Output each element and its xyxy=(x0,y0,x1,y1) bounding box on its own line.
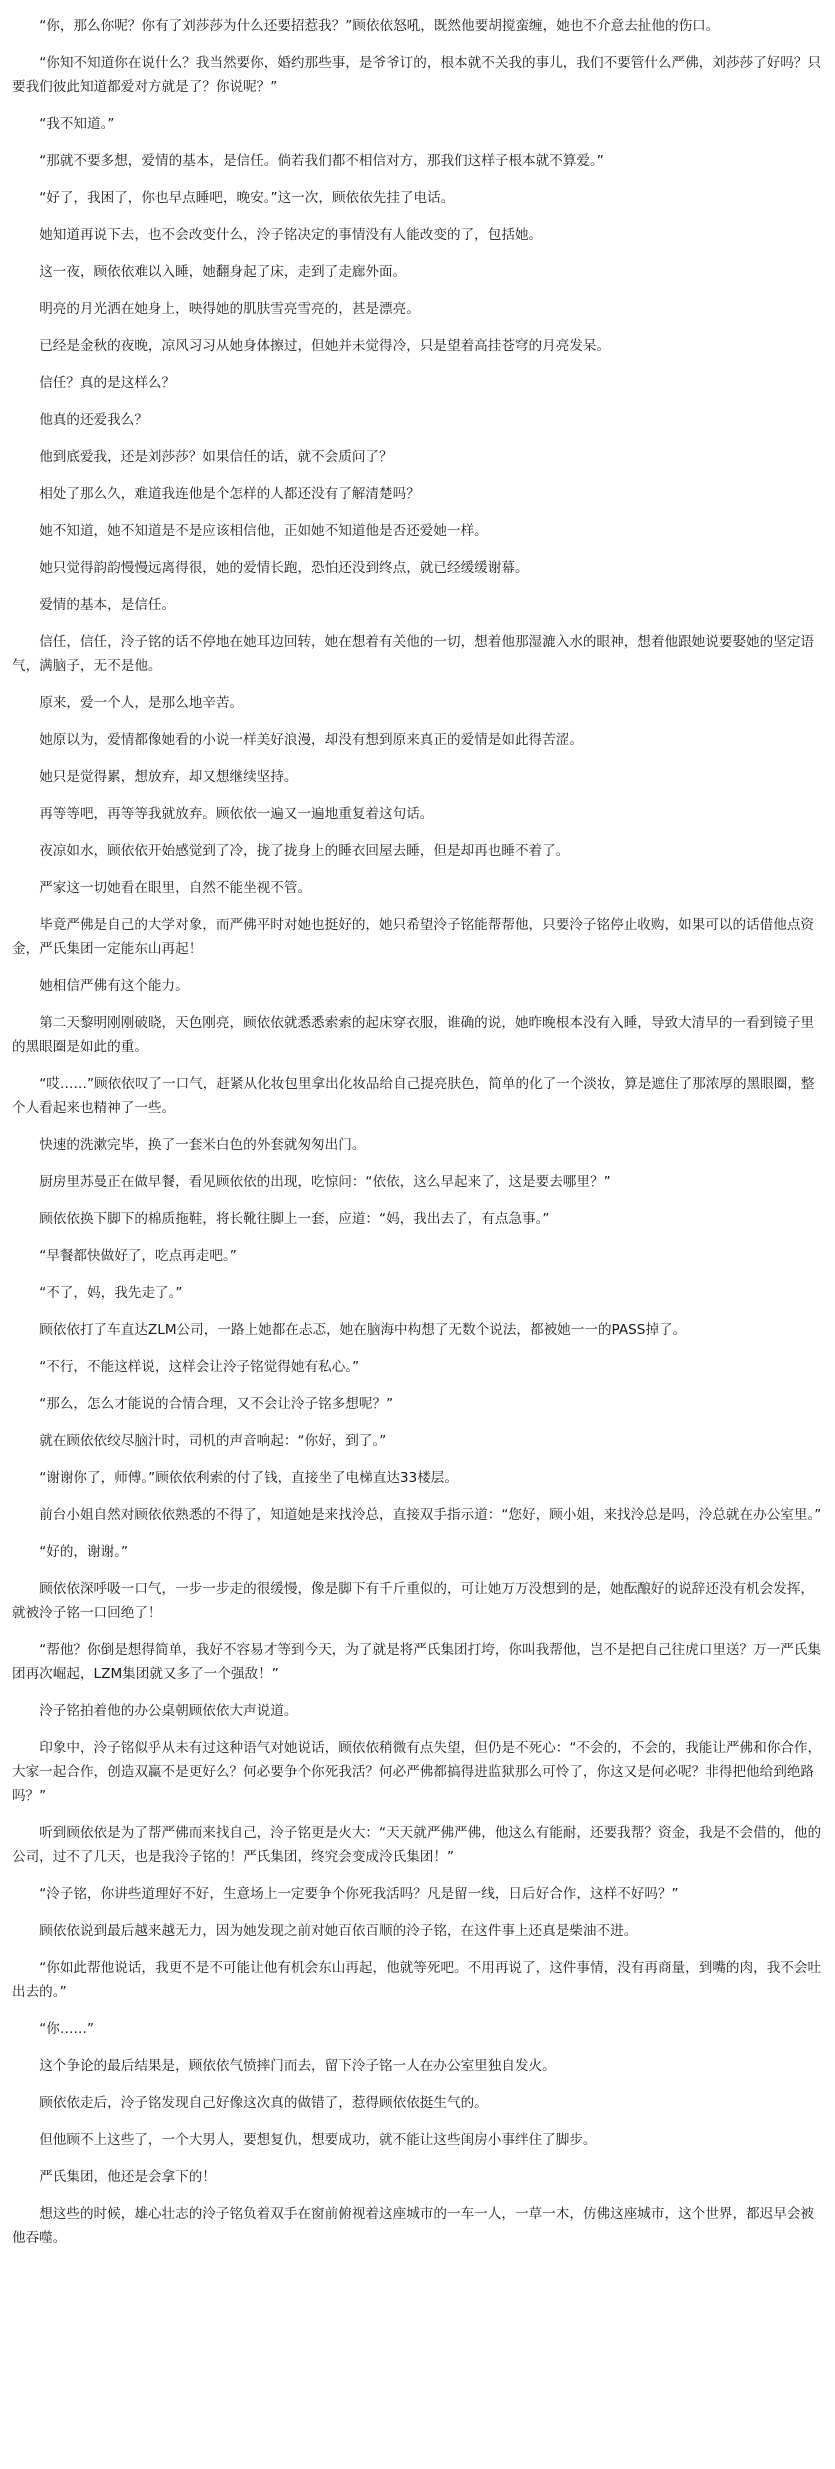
paragraph: 就在顾依依绞尽脑汁时，司机的声音响起：“你好，到了。” xyxy=(39,1433,387,1449)
paragraph: 她不知道，她不知道是不是应该相信他，正如她不知道他是否还爱她一样。 xyxy=(39,523,488,539)
paragraph: “那就不要多想，爱情的基本，是信任。倘若我们都不相信对方，那我们这样子根本就不算爱。” xyxy=(39,153,604,169)
paragraph: “哎……”顾依依叹了一口气，赶紧从化妆包里拿出化妆品给自己提亮肤色，简单的化了一个淡妆，算是遮住了那浓厚的黑眼圈，整个人看起来也精神了一些。 xyxy=(12,1076,815,1116)
paragraph: 这一夜，顾依依难以入睡，她翻身起了床，走到了走廊外面。 xyxy=(39,264,407,280)
paragraph: 听到顾依依是为了帮严佛而来找自己，泠子铭更是火大：“天天就严佛严佛，他这么有能耐，还要我帮？资金，我是不会借的，他的公司，过不了几天，也是我泠子铭的！严氏集团，终究会变成泠氏集团！” xyxy=(12,1825,822,1865)
paragraph: 她只觉得韵韵慢慢远离得很，她的爱情长跑，恐怕还没到终点，就已经缓缓谢幕。 xyxy=(39,560,529,576)
paragraph: “帮他？你倒是想得简单，我好不容易才等到今天，为了就是将严氏集团打垮，你叫我帮他，岂不是把自己往虎口里送？万一严氏集团再次崛起，LZM集团就又多了一个强敌！” xyxy=(12,1642,822,1682)
paragraph: 相处了那么久，难道我连他是个怎样的人都还没有了解清楚吗？ xyxy=(39,486,420,502)
paragraph: 顾依依说到最后越来越无力，因为她发现之前对她百依百顺的泠子铭，在这件事上还真是柴油不进。 xyxy=(39,1923,638,1939)
paragraph: “好了，我困了，你也早点睡吧，晚安。”这一次，顾依依先挂了电话。 xyxy=(39,190,455,206)
paragraph: 她相信严佛有这个能力。 xyxy=(39,978,189,994)
paragraph: 她原以为，爱情都像她看的小说一样美好浪漫，却没有想到原来真正的爱情是如此得苦涩。 xyxy=(39,732,583,748)
paragraph: “那么，怎么才能说的合情合理，又不会让泠子铭多想呢？” xyxy=(39,1396,394,1412)
paragraph: 厨房里苏曼正在做早餐，看见顾依依的出现，吃惊问：“依依，这么早起来了，这是要去哪里？” xyxy=(39,1174,611,1190)
paragraph: 原来，爱一个人，是那么地辛苦。 xyxy=(39,695,244,711)
paragraph: “谢谢你了，师傅。”顾依依利索的付了钱，直接坐了电梯直达33楼层。 xyxy=(39,1470,458,1486)
paragraph: 明亮的月光洒在她身上，映得她的肌肤雪亮雪亮的，甚是漂亮。 xyxy=(39,301,420,317)
paragraph: “好的，谢谢。” xyxy=(39,1544,129,1560)
paragraph: 信任？真的是这样么？ xyxy=(39,375,176,391)
paragraph: 顾依依走后，泠子铭发现自己好像这次真的做错了，惹得顾依依挺生气的。 xyxy=(39,2095,488,2111)
paragraph: “早餐都快做好了，吃点再走吧。” xyxy=(39,1248,237,1264)
paragraph: 已经是金秋的夜晚，凉风习习从她身体擦过，但她并未觉得冷，只是望着高挂苍穹的月亮发呆。 xyxy=(39,338,611,354)
paragraph: 他到底爱我，还是刘莎莎？如果信任的话，就不会质问了？ xyxy=(39,449,393,465)
paragraph: “你知不知道你在说什么？我当然要你，婚约那些事，是爷爷订的，根本就不关我的事儿，我们不要管什么严佛，刘莎莎了好吗？只要我们彼此知道都爱对方就是了？你说呢？” xyxy=(12,55,822,95)
paragraph: 她只是觉得累，想放弃，却又想继续坚持。 xyxy=(39,769,298,785)
paragraph: “泠子铭，你讲些道理好不好，生意场上一定要争个你死我活吗？凡是留一线，日后好合作，这样不好吗？” xyxy=(39,1886,679,1902)
paragraph: 这个争论的最后结果是，顾依依气愤摔门而去，留下泠子铭一人在办公室里独自发火。 xyxy=(39,2058,556,2074)
paragraph: 但他顾不上这些了，一个大男人，要想复仇，想要成功，就不能让这些闺房小事绊住了脚步。 xyxy=(39,2132,597,2148)
paragraph: 他真的还爱我么？ xyxy=(39,412,148,428)
paragraph: “你，那么你呢？你有了刘莎莎为什么还要招惹我？”顾依依怒吼，既然他要胡搅蛮缠，她也不介意去扯他的伤口。 xyxy=(39,18,720,34)
paragraph: 前台小姐自然对顾依依熟悉的不得了，知道她是来找泠总，直接双手指示道：“您好，顾小姐，来找泠总是吗，泠总就在办公室里。” xyxy=(39,1507,822,1523)
paragraph: “你……” xyxy=(39,2021,95,2037)
paragraph: “你如此帮他说话，我更不是不可能让他有机会东山再起，他就等死吧。不用再说了，这件事情，没有再商量，到嘴的肉，我不会吐出去的。” xyxy=(12,1960,822,2000)
paragraph: 严氏集团，他还是会拿下的！ xyxy=(39,2169,216,2185)
paragraph: 想这些的时候，雄心壮志的泠子铭负着双手在窗前俯视着这座城市的一车一人，一草一木，仿佛这座城市，这个世界，都迟早会被他吞噬。 xyxy=(12,2206,815,2246)
paragraph: 顾依依打了车直达ZLM公司，一路上她都在忐忑，她在脑海中构想了无数个说法，都被她一一的PASS掉了。 xyxy=(39,1322,687,1338)
paragraph: “不行，不能这样说，这样会让泠子铭觉得她有私心。” xyxy=(39,1359,360,1375)
paragraph: 印象中，泠子铭似乎从未有过这种语气对她说话，顾依依稍微有点失望，但仍是不死心：“不会的，不会的，我能让严佛和你合作，大家一起合作，创造双赢不是更好么？何必要争个你死我活？何必严佛都搞得进监狱那么可怜了，你这又是何必呢？非得把他给到绝路吗？” xyxy=(12,1740,822,1804)
paragraph: 再等等吧，再等等我就放弃。顾依依一遍又一遍地重复着这句话。 xyxy=(39,806,434,822)
paragraph: 第二天黎明刚刚破晓，天色刚亮，顾依依就悉悉索索的起床穿衣服，谁确的说，她昨晚根本没有入睡，导致大清早的一看到镜子里的黑眼圈是如此的重。 xyxy=(12,1015,815,1055)
paragraph: 信任，信任，泠子铭的话不停地在她耳边回转，她在想着有关他的一切，想着他那湿漉入水的眼神，想着他跟她说要娶她的坚定语气，满脑子，无不是他。 xyxy=(12,634,815,674)
paragraph: 快速的洗漱完毕，换了一套米白色的外套就匆匆出门。 xyxy=(39,1137,366,1153)
paragraph: 顾依依换下脚下的棉质拖鞋，将长靴往脚上一套，应道：“妈，我出去了，有点急事。” xyxy=(39,1211,550,1227)
paragraph: 泠子铭拍着他的办公桌朝顾依依大声说道。 xyxy=(39,1703,298,1719)
paragraph: 毕竟严佛是自己的大学对象，而严佛平时对她也挺好的，她只希望泠子铭能帮帮他，只要泠子铭停止收购，如果可以的话借他点资金，严氏集团一定能东山再起！ xyxy=(12,917,815,957)
paragraph: “不了，妈，我先走了。” xyxy=(39,1285,183,1301)
paragraph: 顾依依深呼吸一口气，一步一步走的很缓慢，像是脚下有千斤重似的，可让她万万没想到的是，她酝酿好的说辞还没有机会发挥，就被泠子铭一口回绝了！ xyxy=(12,1581,815,1621)
paragraph: “我不知道。” xyxy=(39,116,115,132)
paragraph: 夜凉如水，顾依依开始感觉到了冷，拢了拢身上的睡衣回屋去睡，但是却再也睡不着了。 xyxy=(39,843,570,859)
paragraph: 她知道再说下去，也不会改变什么，泠子铭决定的事情没有人能改变的了，包括她。 xyxy=(39,227,543,243)
paragraph: 爱情的基本，是信任。 xyxy=(39,597,176,613)
paragraph: 严家这一切她看在眼里，自然不能坐视不管。 xyxy=(39,880,312,896)
